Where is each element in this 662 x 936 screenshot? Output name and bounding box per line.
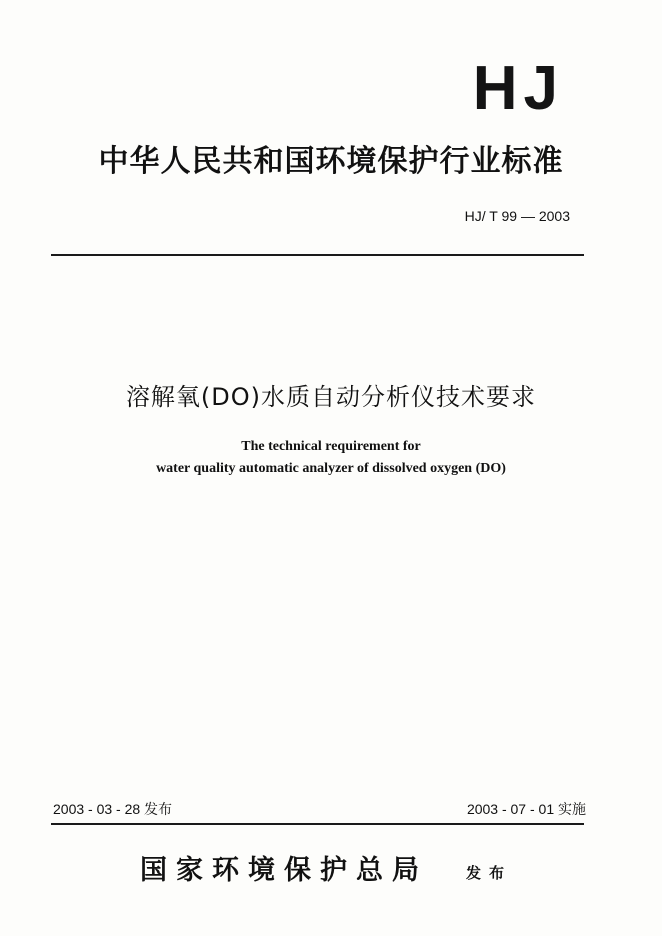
chinese-title: 溶解氧(DO)水质自动分析仪技术要求 xyxy=(125,383,537,411)
english-title-line-2: water quality automatic analyzer of dissolved oxygen (DO) xyxy=(156,461,506,476)
standard-number: HJ/ T 99 — 2003 xyxy=(464,208,570,224)
english-title-line-1: The technical requirement for xyxy=(241,439,421,454)
issuing-body-title: 中华人民共和国环境保护行业标准 xyxy=(98,144,564,179)
issuer-name: 国家环境保护总局 xyxy=(140,855,428,886)
implementation-date: 2003 - 07 - 01 实施 xyxy=(466,801,586,817)
issue-date: 2003 - 03 - 28 发布 xyxy=(53,801,173,817)
top-divider xyxy=(51,254,584,256)
hj-logo: HJ xyxy=(472,54,564,123)
issue-label: 发布 xyxy=(466,864,513,882)
bottom-divider xyxy=(51,823,584,825)
